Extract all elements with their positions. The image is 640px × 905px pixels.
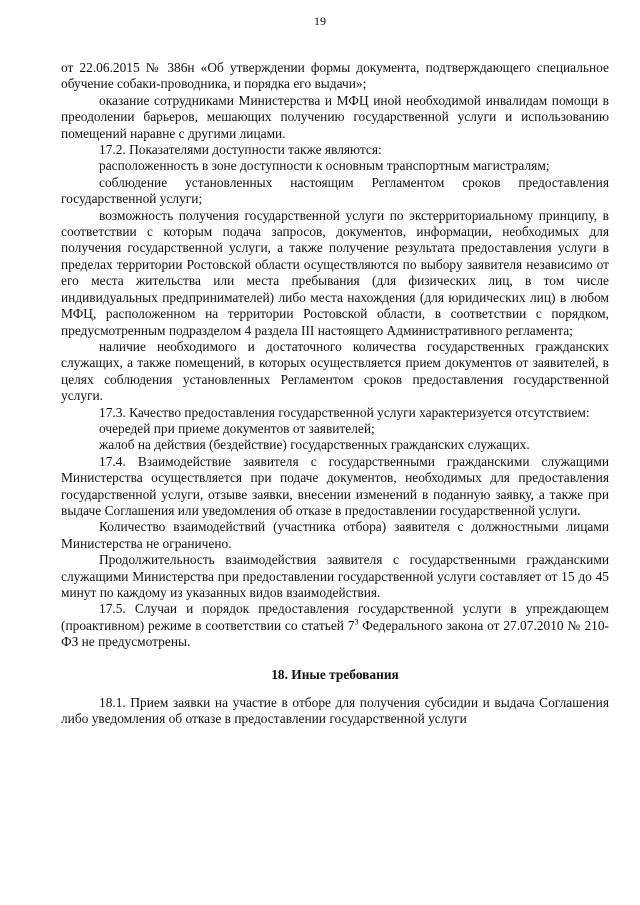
paragraph-17-5-before: 17.5. Случаи и порядок предоставления государственной услуги в упреждающем (проактивном) режиме в соответствии со статьей 7	[61, 601, 609, 633]
paragraph: 17.3. Качество предоставления государственной услуги характеризуется отсутствием:	[99, 404, 590, 420]
paragraph: наличие необходимого и достаточного количества государственных гражданских служащих, а также помещений, в которых осуществляется прием документов от заявителей, в целях соблюдения установленных Регламентом сроков предоставления государственной услуги.	[61, 338, 609, 404]
paragraph-17-5	[61, 601, 609, 650]
paragraph-18-1: 18.1. Прием заявки на участие в отборе для получения субсидии и выдача Соглашения либо уведомления об отказе в предоставлении государственной услуги	[61, 695, 609, 727]
page-number: 19	[314, 14, 326, 28]
paragraph: Количество взаимодействий (участника отбора) заявителя с должностными лицами Министерства не ограничено.	[61, 519, 609, 551]
paragraph: расположенность в зоне доступности к основным транспортным магистралям;	[99, 158, 550, 174]
section-heading: 18. Иные требования	[271, 666, 399, 682]
paragraph: 17.2. Показателями доступности также являются:	[99, 142, 382, 158]
superscript: 3	[354, 617, 359, 627]
document-body	[61, 60, 609, 728]
paragraph: от 22.06.2015 № 386н «Об утверждении формы документа, подтверждающего специальное обучение собаки-проводника, и порядка его выдачи»;	[61, 60, 609, 92]
paragraph: жалоб на действия (бездействие) государственных гражданских служащих.	[99, 437, 530, 453]
paragraph: 17.4. Взаимодействие заявителя с государственными гражданскими служащими Министерства осуществляется при подаче документов, необходимых для предоставления государственной услуги, отзыве заявки, внесении изменений в поданную заявку, а также при выдаче Соглашения или уведомления об отказе в предоставлении государственной услуги.	[61, 453, 609, 518]
paragraph: очередей при приеме документов от заявителей;	[99, 420, 375, 436]
paragraph-17-5-after: Федерального закона от 27.07.2010 № 210-ФЗ не предусмотрены.	[61, 617, 609, 650]
paragraph: соблюдение установленных настоящим Регламентом сроков предоставления государственной услуги;	[61, 174, 609, 207]
paragraph: Продолжительность взаимодействия заявителя с государственными гражданскими служащими Министерства при предоставлении государственной услуги составляет от 15 до 45 минут по каждому из указанных видов взаимодействия.	[61, 552, 609, 600]
paragraph: возможность получения государственной услуги по экстерриториальному принципу, в соответствии с которым подача запросов, документов, информации, необходимых для получения государственной услуги, а также получение результата предоставления услуги в пределах территории Ростовской области осуществляются по выбору заявителя независимо от его места жительства или места пребывания (для физических лиц, в том числе индивидуальных предпринимателей) либо места нахождения (для юридических лиц) в любом МФЦ, расположенном на территории Ростовской области, в соответствии с порядком, предусмотренным подразделом 4 раздела III настоящего Административного регламента;	[61, 207, 609, 338]
paragraph: оказание сотрудниками Министерства и МФЦ иной необходимой инвалидам помощи в преодолении барьеров, мешающих получению государственной услуги и использованию помещений наравне с другими лицами.	[61, 92, 609, 141]
